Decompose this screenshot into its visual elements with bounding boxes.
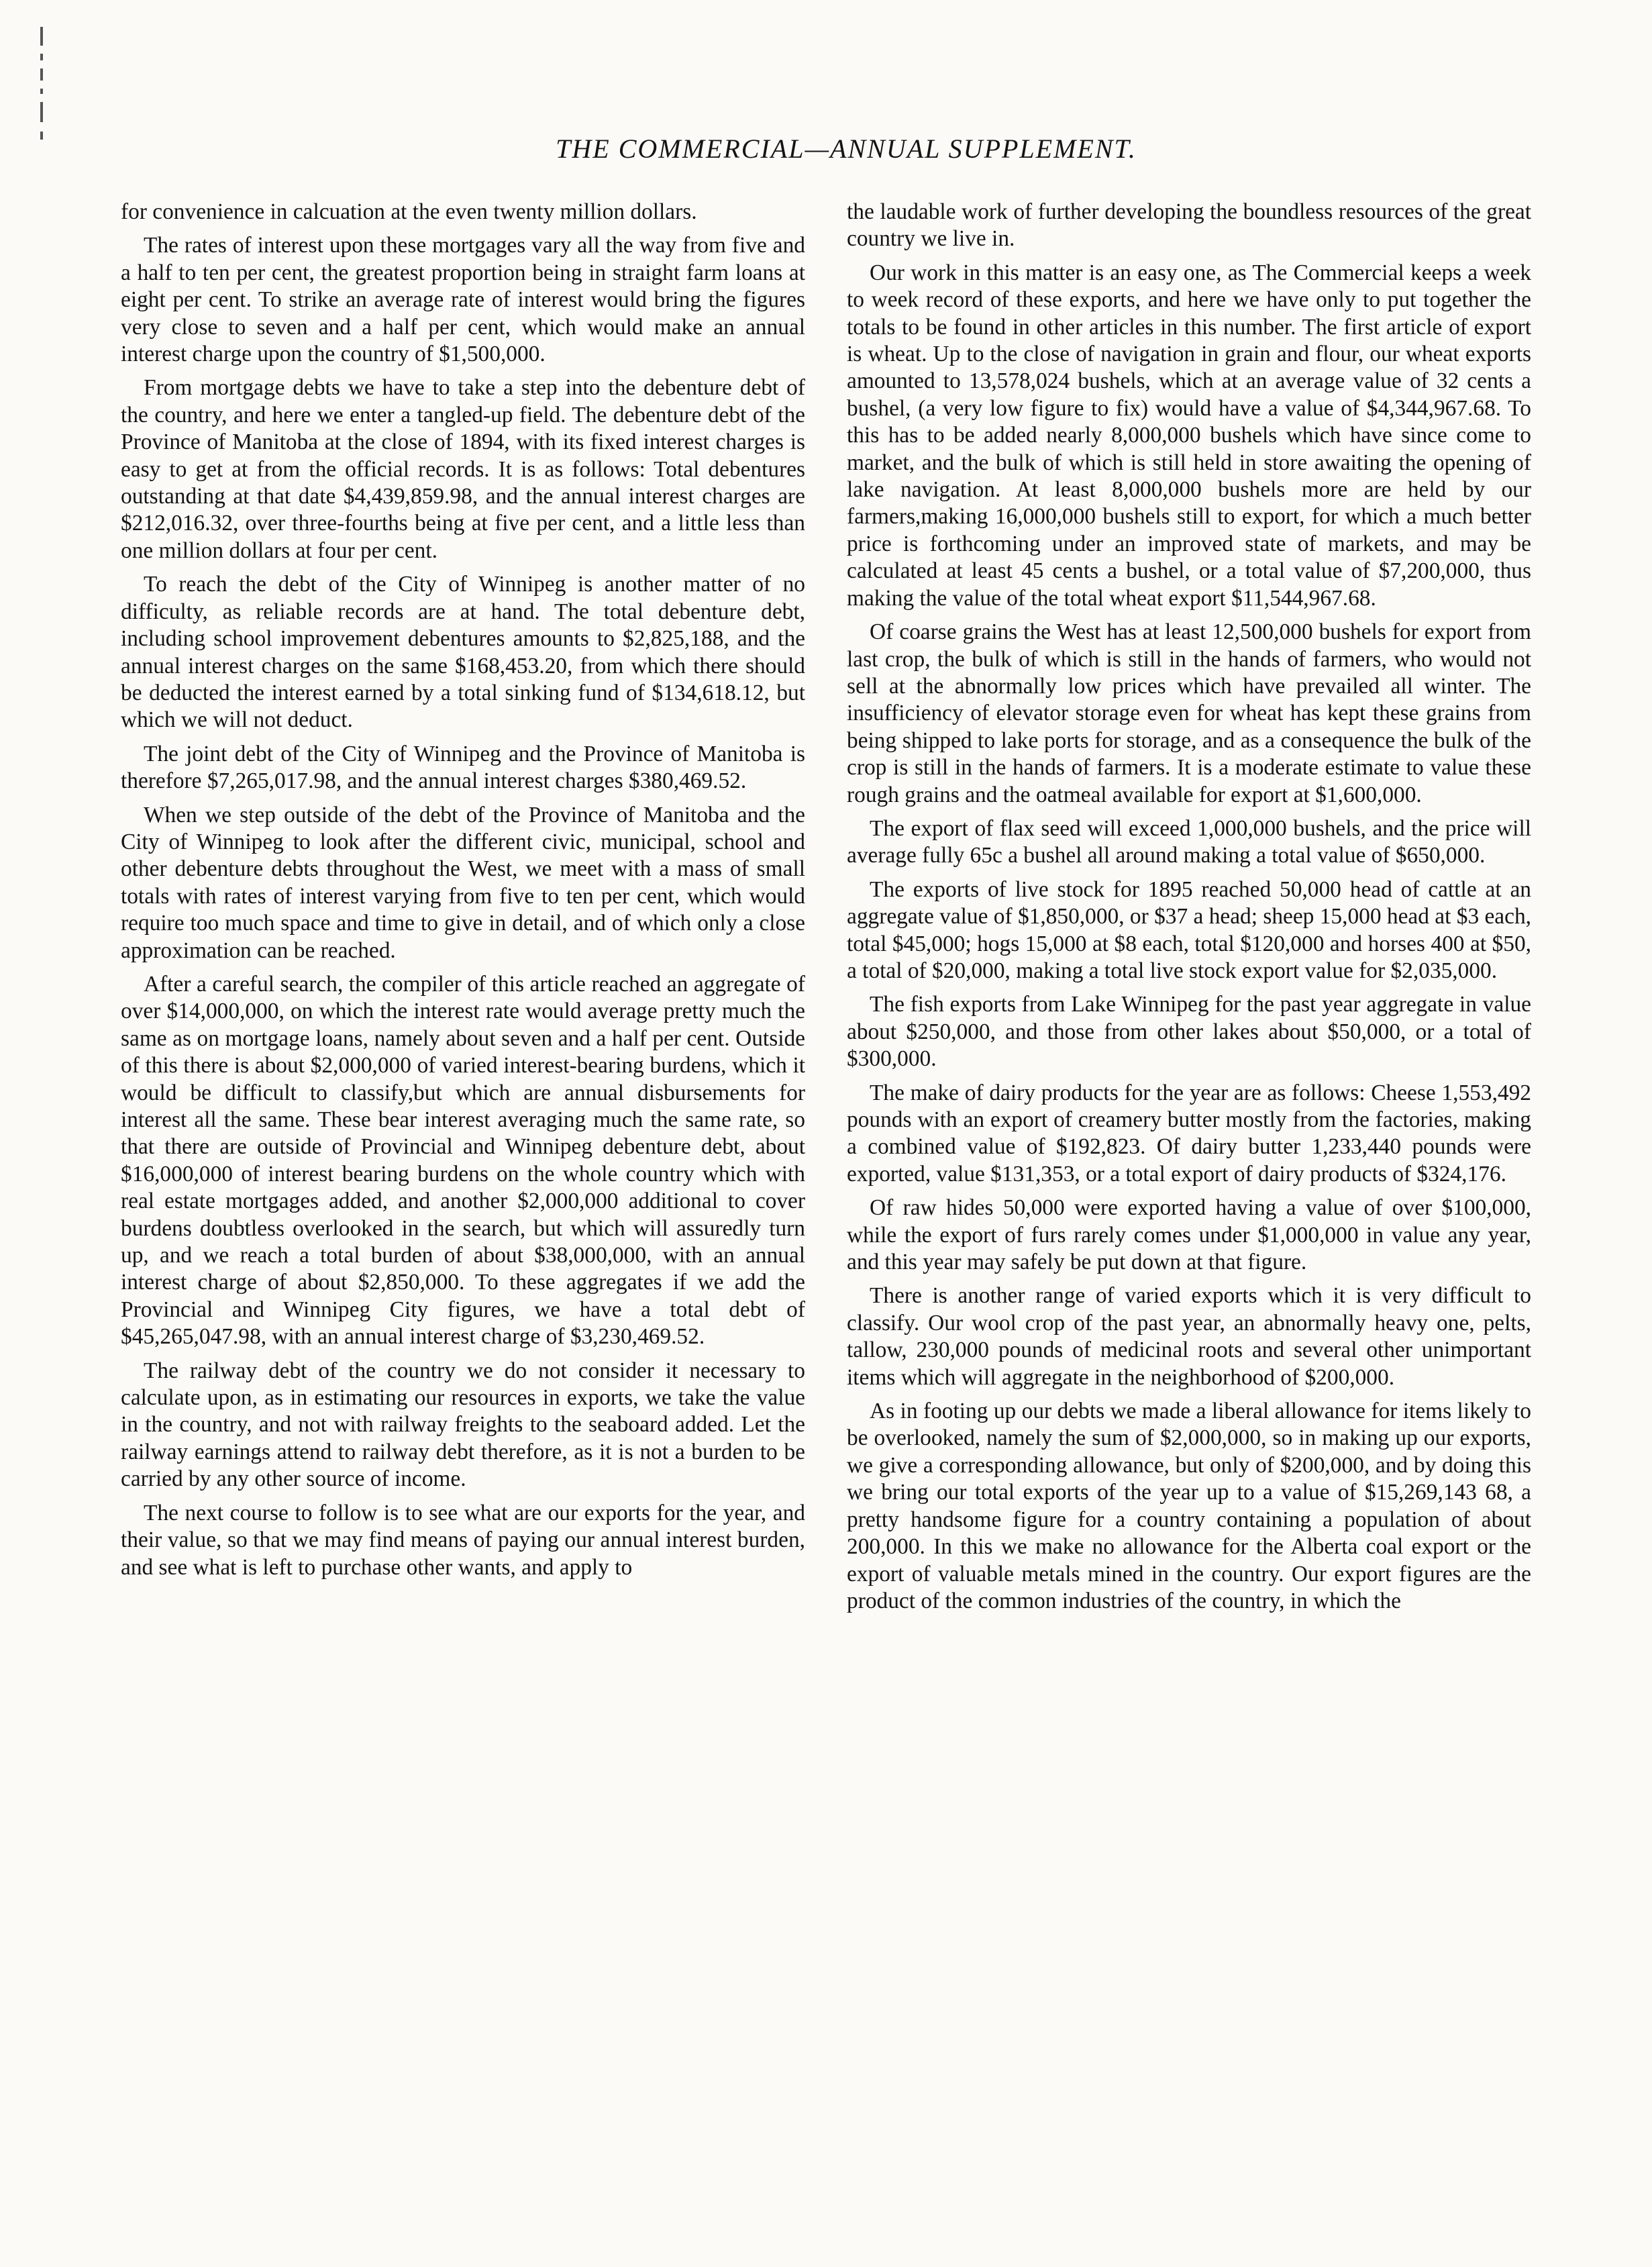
right-column: [847, 199, 1531, 1621]
paragraph: After a careful search, the compiler of this article reached an aggregate of over $14,000,000, on which the interest rate would average pretty much the same as on mortgage loans, namely about seven and a half per cent. Outside of this there is about $2,000,000 of varied interest-bearing burdens, which it would be difficult to classify,but which are annual disbursements for interest all the same. These bear interest averaging much the same rate, so that there are outside of Provincial and Winnipeg debenture debt, about $16,000,000 of interest bearing burdens on the whole country which with real estate mortgages added, and another $2,000,000 additional to cover burdens doubtless overlooked in the search, but which will assuredly turn up, and we reach a total burden of about $38,000,000, with an annual interest charge of about $2,850,000. To these aggregates if we add the Provincial and Winnipeg City figures, we have a total debt of $45,265,047.98, with an annual interest charge of $3,230,469.52.: [121, 971, 805, 1350]
paragraph: The next course to follow is to see what are our exports for the year, and their value, so that we may find means of paying our annual interest burden, and see what is left to purchase other wants, and apply to: [121, 1500, 805, 1580]
paragraph: The joint debt of the City of Winnipeg and the Province of Manitoba is therefore $7,265,017.98, and the annual interest charges $380,469.52.: [121, 741, 805, 794]
paragraph: Our work in this matter is an easy one, as The Commercial keeps a week to week record of these exports, and here we have only to put together the totals to be found in other articles in this number. The first article of export is wheat. Up to the close of navigation in grain and flour, our wheat exports amounted to 13,578,024 bushels, which at an average value of 32 cents a bushel, (a very low figure to fix) would have a value of $4,344,967.68. To this has to be added nearly 8,000,000 bushels which have since come to market, and the bulk of which is still held in store awaiting the opening of lake navigation. At least 8,000,000 bushels more are held by our farmers,making 16,000,000 bushels still to export, for which a much better price is forthcoming under an improved state of markets, and may be calculated at least 45 cents a bushel, or a total value of $7,200,000, thus making the value of the total wheat export $11,544,967.68.: [847, 260, 1531, 611]
paragraph: From mortgage debts we have to take a step into the debenture debt of the country, and here we enter a tangled-up field. The debenture debt of the Province of Manitoba at the close of 1894, with its fixed interest charges is easy to get at from the official records. It is as follows: Total debentures outstanding at that date $4,439,859.98, and the annual interest charges are $212,016.32, over three-fourths being at five per cent, and a little less than one million dollars at four per cent.: [121, 375, 805, 563]
scan-margin-marks: [40, 27, 67, 161]
paragraph: To reach the debt of the City of Winnipeg is another matter of no difficulty, as reliable records are at hand. The total debenture debt, including school improvement debentures amounts to $2,825,188, and the annual interest charges on the same $168,453.20, from which there should be deducted the interest earned by a total sinking fund of $134,618.12, but which we will not deduct.: [121, 572, 805, 733]
paragraph: There is another range of varied exports which it is very difficult to classify. Our wool crop of the past year, an abnormally heavy one, pelts, tallow, 230,000 pounds of medicinal roots and several other unimportant items which will aggregate in the neighborhood of $200,000.: [847, 1283, 1531, 1390]
page-header: THE COMMERCIAL—ANNUAL SUPPLEMENT.: [556, 134, 1137, 164]
paragraph: for convenience in calcuation at the even twenty million dollars.: [121, 199, 697, 224]
left-column: [121, 199, 805, 1588]
paragraph: Of raw hides 50,000 were exported having a value of over $100,000, while the export of furs rarely comes under $1,000,000 in value any year, and this year may safely be put down at that figure.: [847, 1195, 1531, 1275]
paragraph: The export of flax seed will exceed 1,000,000 bushels, and the price will average fully 65c a bushel all around making a total value of $650,000.: [847, 815, 1531, 868]
paragraph: The railway debt of the country we do not consider it necessary to calculate upon, as in estimating our resources in exports, we take the value in the country, and not with railway freights to the seaboard added. Let the railway earnings attend to railway debt therefore, as it is not a burden to be carried by any other source of income.: [121, 1358, 805, 1492]
paragraph: The exports of live stock for 1895 reached 50,000 head of cattle at an aggregate value of $1,850,000, or $37 a head; sheep 15,000 head at $3 each, total $45,000; hogs 15,000 at $8 each, total $120,000 and horses 400 at $50, a total of $20,000, making a total live stock export value for $2,035,000.: [847, 876, 1531, 983]
paragraph: The fish exports from Lake Winnipeg for the past year aggregate in value about $250,000, and those from other lakes about $50,000, or a total of $300,000.: [847, 992, 1531, 1072]
paragraph: When we step outside of the debt of the Province of Manitoba and the City of Winnipeg to look after the different civic, municipal, school and other debenture debts throughout the West, we meet with a mass of small totals with rates of interest varying from five to ten per cent, which would require too much space and time to give in detail, and of which only a close approximation can be reached.: [121, 802, 805, 963]
paragraph: The make of dairy products for the year are as follows: Cheese 1,553,492 pounds with an export of creamery butter mostly from the factories, making a combined value of $192,823. Of dairy butter 1,233,440 pounds were exported, value $131,353, or a total export of dairy products of $324,176.: [847, 1080, 1531, 1187]
paragraph: As in footing up our debts we made a liberal allowance for items likely to be overlooked, namely the sum of $2,000,000, so in making up our exports, we give a corresponding allowance, but only of $200,000, and by doing this we bring our total exports of the year up to a value of $15,269,143 68, a pretty handsome figure for a country containing a population of about 200,000. In this we make no allowance for the Alberta coal export or the export of valuable metals mined in the country. Our export figures are the product of the common industries of the country, in which the: [847, 1399, 1531, 1613]
paragraph: The rates of interest upon these mortgages vary all the way from five and a half to ten per cent, the greatest proportion being in straight farm loans at eight per cent. To strike an average rate of interest would bring the figures very close to seven and a half per cent, which would make an annual interest charge upon the country of $1,500,000.: [121, 233, 805, 367]
paragraph: the laudable work of further developing the boundless resources of the great country we live in.: [847, 199, 1531, 252]
paragraph: Of coarse grains the West has at least 12,500,000 bushels for export from last crop, the bulk of which is still in the hands of farmers, who would not sell at the abnormally low prices which have prevailed all winter. The insufficiency of elevator storage even for wheat has kept these grains from being shipped to lake ports for storage, and as a consequence the bulk of the crop is still in the hands of farmers. It is a moderate estimate to value these rough grains and the oatmeal available for export at $1,600,000.: [847, 619, 1531, 807]
